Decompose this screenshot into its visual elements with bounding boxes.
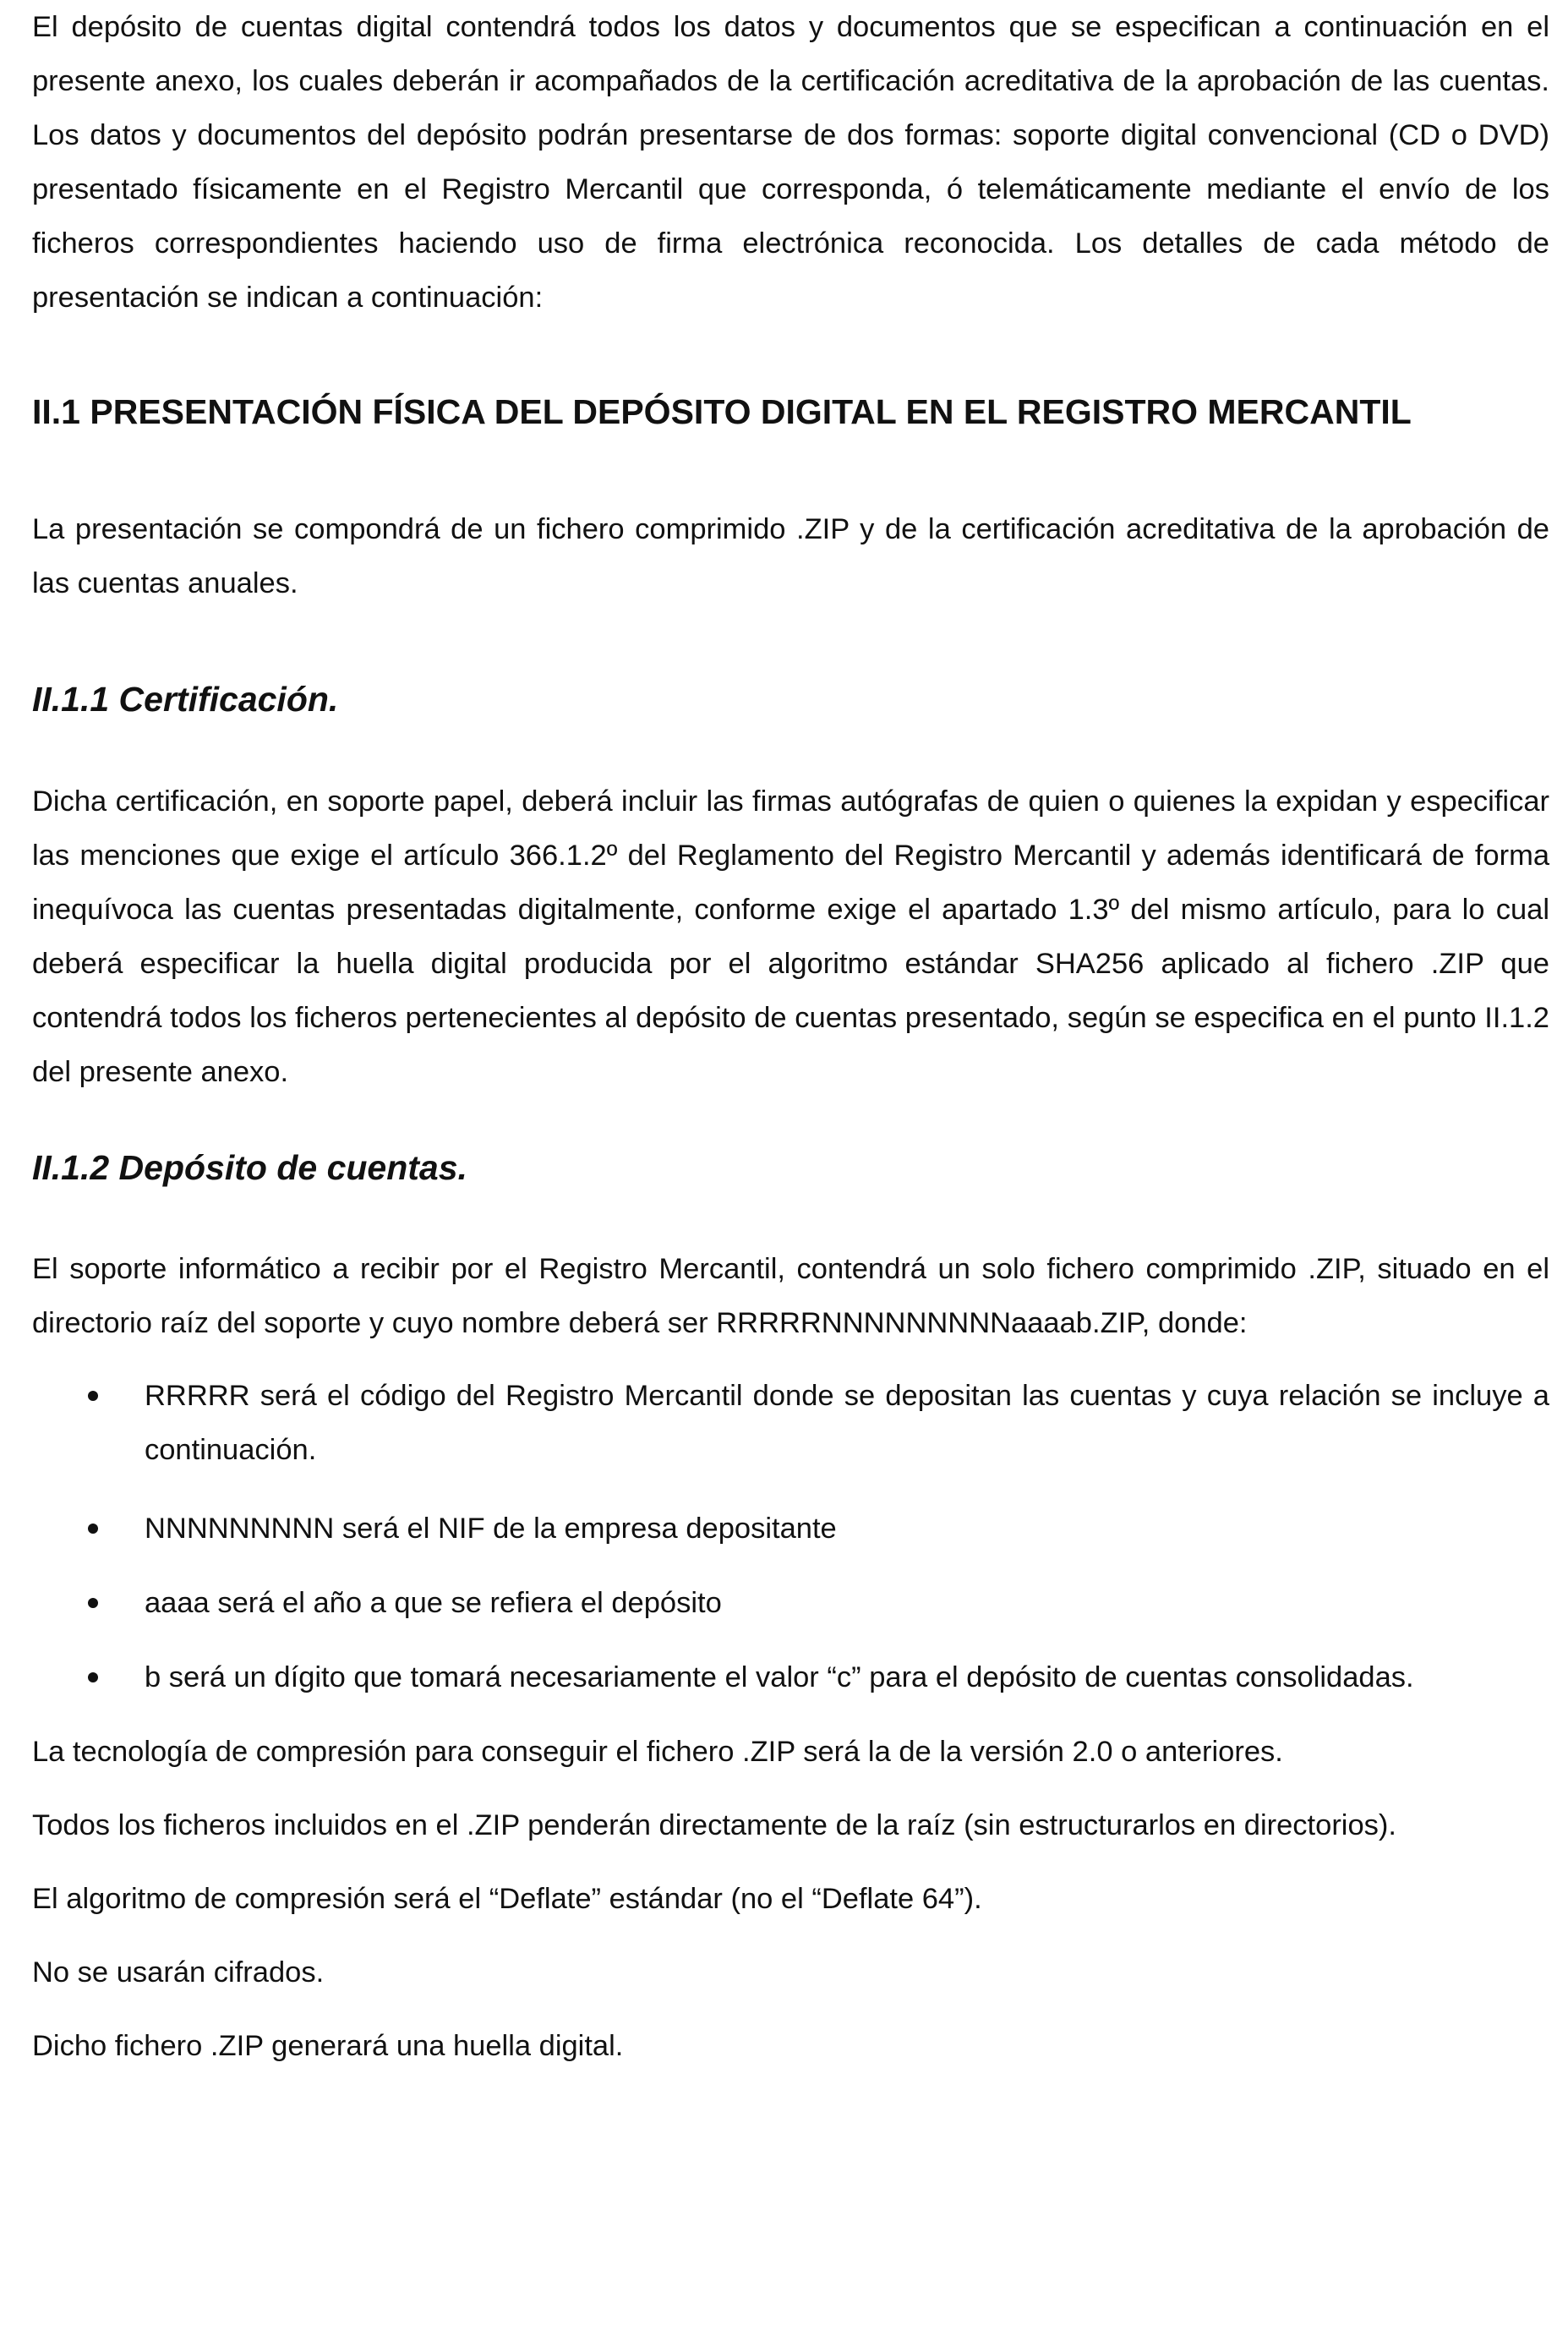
rule-line-block xyxy=(32,1872,1549,1926)
section-1-body xyxy=(32,502,1549,610)
filename-parts-list xyxy=(32,1369,1549,1477)
rule-line: Todos los ficheros incluidos en el .ZIP penderán directamente de la raíz (sin estructurarlos en directorios). xyxy=(32,1809,1396,1841)
rule-line-block xyxy=(32,1945,1549,2000)
rule-line: El algoritmo de compresión será el “Deflate” estándar (no el “Deflate 64”). xyxy=(32,1883,982,1915)
filename-parts-list xyxy=(32,1502,1549,1556)
rule-line-block xyxy=(32,1798,1549,1852)
subsection-1-1-body xyxy=(32,774,1549,1099)
filename-parts-list xyxy=(32,1576,1549,1630)
intro-paragraph: El depósito de cuentas digital contendrá todos los datos y documentos que se especifican a continuación en el presente anexo, los cuales deberán ir acompañados de la certificación acreditativa de la aprobación de las cuentas. Los datos y documentos del depósito podrán presentarse de dos formas: soporte digital convencional (CD o DVD) presentado físicamente en el Registro Mercantil que corresponda, ó telemáticamente mediante el envío de los ficheros correspondientes haciendo uso de firma electrónica reconocida. Los detalles de cada método de presentación se indican a continuación: xyxy=(32,11,1549,314)
rule-line-block xyxy=(32,1725,1549,1779)
list-item xyxy=(32,1502,1549,1556)
section-1-heading-block xyxy=(32,385,1549,439)
intro-block xyxy=(32,0,1549,325)
deposit-paragraph: El soporte informático a recibir por el Registro Mercantil, contendrá un solo fichero comprimido .ZIP, situado en el directorio raíz del soporte y cuyo nombre deberá ser RRRRRNNNNNNNNNaaaab.ZIP, donde: xyxy=(32,1253,1549,1339)
certification-paragraph: Dicha certificación, en soporte papel, deberá incluir las firmas autógrafas de quien o quienes la expidan y especificar las menciones que exige el artículo 366.1.2º del Reglamento del Registro Mercantil y además identificará de forma inequívoca las cuentas presentadas digitalmente, conforme exige el apartado 1.3º del mismo artículo, para lo cual deberá especificar la huella digital producida por el algoritmo estándar SHA256 aplicado al fichero .ZIP que contendrá todos los ficheros pertenecientes al depósito de cuentas presentado, según se especifica en el punto II.1.2 del presente anexo. xyxy=(32,785,1549,1088)
list-item-text: aaaa será el año a que se refiera el depósito xyxy=(145,1587,722,1619)
bullet-icon xyxy=(88,1391,98,1401)
subsection-1-2-heading-block xyxy=(32,1141,1549,1195)
subsection-1-2-body xyxy=(32,1242,1549,1350)
section-1-paragraph: La presentación se compondrá de un fichero comprimido .ZIP y de la certificación acreditativa de la aprobación de las cuentas anuales. xyxy=(32,513,1549,599)
rule-line: Dicho fichero .ZIP generará una huella digital. xyxy=(32,2030,624,2062)
list-item xyxy=(32,1650,1549,1704)
bullet-icon xyxy=(88,1672,98,1682)
filename-parts-list xyxy=(32,1650,1549,1704)
list-item-text: NNNNNNNNN será el NIF de la empresa depositante xyxy=(145,1513,837,1545)
subsection-title: II.1.2 Depósito de cuentas. xyxy=(32,1148,467,1187)
bullet-icon xyxy=(88,1524,98,1534)
rule-line: No se usarán cifrados. xyxy=(32,1956,325,1989)
subsection-1-1-heading-block xyxy=(32,672,1549,726)
list-item-text: RRRRR será el código del Registro Mercantil donde se depositan las cuentas y cuya relación se incluye a continuación. xyxy=(145,1380,1549,1466)
list-item xyxy=(32,1576,1549,1630)
list-item-text: b será un dígito que tomará necesariamente el valor “c” para el depósito de cuentas consolidadas. xyxy=(145,1661,1414,1693)
bullet-icon xyxy=(88,1598,98,1608)
section-title: II.1 PRESENTACIÓN FÍSICA DEL DEPÓSITO DIGITAL EN EL REGISTRO MERCANTIL xyxy=(32,392,1412,431)
rule-line-block xyxy=(32,2019,1549,2073)
rule-line: La tecnología de compresión para conseguir el fichero .ZIP será la de la versión 2.0 o anteriores. xyxy=(32,1736,1283,1768)
subsection-title: II.1.1 Certificación. xyxy=(32,680,339,719)
list-item xyxy=(32,1369,1549,1477)
